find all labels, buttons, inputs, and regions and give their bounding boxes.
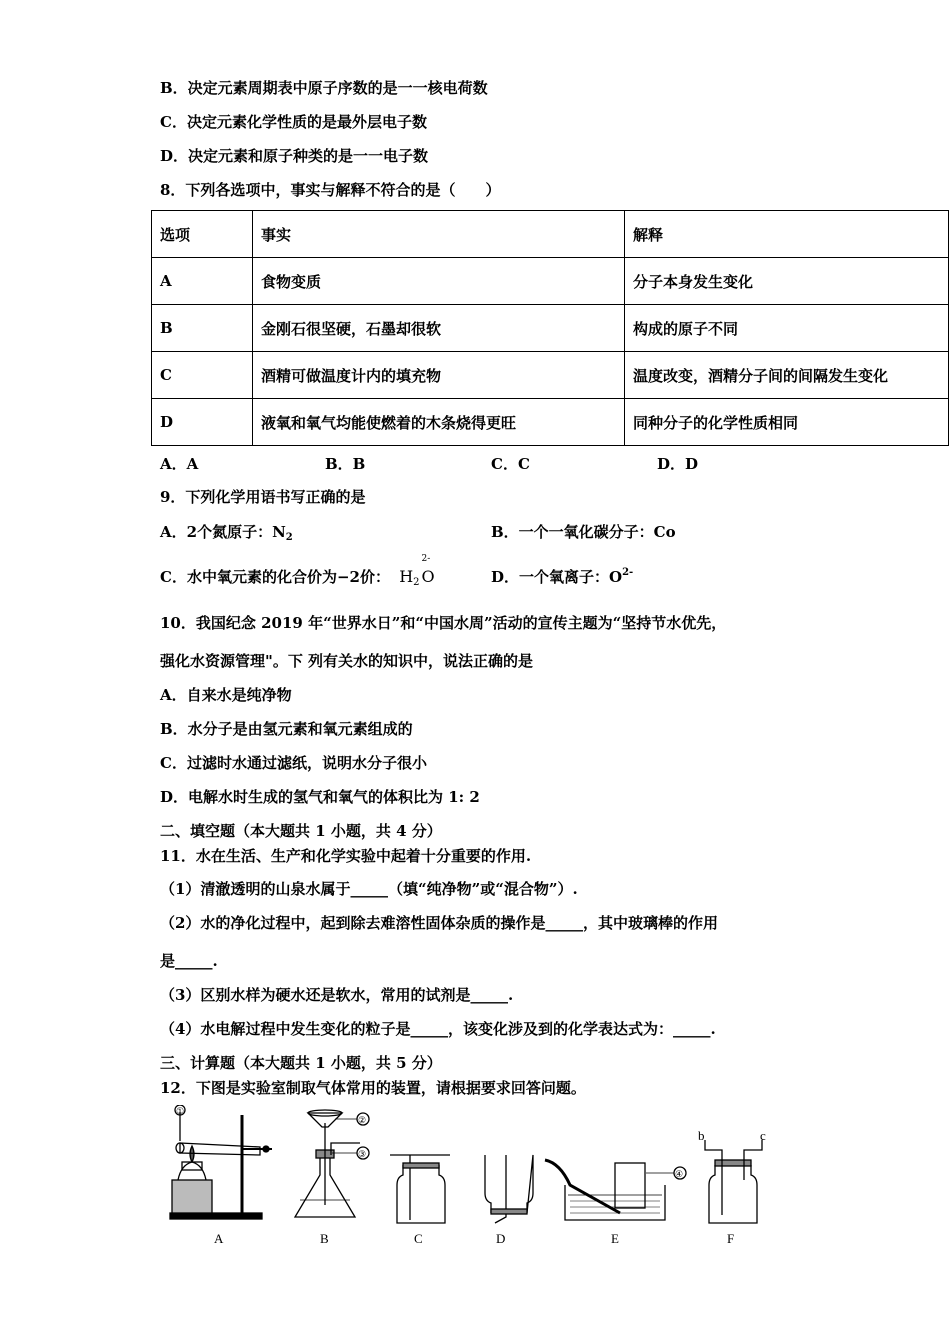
q9-option-a-text: A．2个氮原子：N xyxy=(160,523,286,541)
valence-formula xyxy=(399,554,435,588)
apparatus-d xyxy=(485,1155,533,1223)
apparatus-a xyxy=(170,1105,272,1219)
q11-part1: （1）清澈透明的山泉水属于_____（填“纯净物”或“混合物”）. xyxy=(160,880,578,898)
apparatus-c xyxy=(390,1155,450,1223)
q7-option-d: D．决定元素和原子种类的是一一电子数 xyxy=(160,147,429,165)
q10-option-c: C．过滤时水通过滤纸，说明水分子很小 xyxy=(160,754,427,772)
table-cell: 酒精可做温度计内的填充物 xyxy=(253,352,625,399)
table-header: 解释 xyxy=(625,211,949,258)
label-f: F xyxy=(727,1231,735,1246)
table-row xyxy=(152,399,949,446)
q10-stem-line1: 10．我国纪念 2019 年“世界水日”和“中国水周”活动的宣传主题为“坚持节水优先， xyxy=(160,614,727,632)
table-cell: B xyxy=(152,305,253,352)
table-row xyxy=(152,258,949,305)
q9-option-c-text: C．水中氧元素的化合价为−2价： xyxy=(160,568,390,586)
section-2-heading: 二、填空题（本大题共 1 小题，共 4 分） xyxy=(160,822,442,840)
q8-option-c: C．C xyxy=(491,455,530,473)
q9-option-a xyxy=(160,521,293,543)
marker-3: ③ xyxy=(358,1149,367,1159)
q7-option-c: C．决定元素化学性质的是最外层电子数 xyxy=(160,113,427,131)
q7-option-b: B．决定元素周期表中原子序数的是一一核电荷数 xyxy=(160,79,488,97)
label-d: D xyxy=(496,1231,506,1246)
formula-o: O xyxy=(421,567,435,586)
port-c-label: c xyxy=(760,1128,766,1143)
marker-2: ② xyxy=(358,1115,367,1125)
q9-option-d-text: D．一个氧离子：O xyxy=(491,568,623,586)
table-cell: 液氧和氧气均能使燃着的木条烧得更旺 xyxy=(253,399,625,446)
q9-option-d-superscript: 2- xyxy=(622,567,634,578)
q8-option-b: B．B xyxy=(325,455,366,473)
table-cell: 构成的原子不同 xyxy=(625,305,949,352)
label-c: C xyxy=(414,1231,423,1246)
table-header: 事实 xyxy=(253,211,625,258)
q12-stem: 12．下图是实验室制取气体常用的装置，请根据要求回答问题。 xyxy=(160,1079,586,1097)
q8-stem: 8．下列各选项中，事实与解释不符合的是（ ） xyxy=(160,181,501,199)
q8-table xyxy=(151,210,949,446)
q8-option-a: A．A xyxy=(160,455,199,473)
formula-h: H xyxy=(399,567,414,586)
apparatus-f xyxy=(705,1140,762,1223)
q11-part4: （4）水电解过程中发生变化的粒子是_____，该变化涉及到的化学表达式为：_____. xyxy=(160,1020,716,1038)
q8-option-d: D．D xyxy=(657,455,699,473)
table-cell: 金刚石很坚硬，石墨却很软 xyxy=(253,305,625,352)
table-cell: 温度改变，酒精分子间的间隔发生变化 xyxy=(625,352,949,399)
label-a: A xyxy=(214,1231,224,1246)
q9-option-c xyxy=(160,554,435,588)
table-cell: 分子本身发生变化 xyxy=(625,258,949,305)
apparatus-e xyxy=(545,1160,686,1220)
q11-part3: （3）区别水样为硬水还是软水，常用的试剂是_____. xyxy=(160,986,514,1004)
port-b-label: b xyxy=(698,1128,705,1143)
table-header-row xyxy=(152,211,949,258)
section-3-heading: 三、计算题（本大题共 1 小题，共 5 分） xyxy=(160,1054,442,1072)
formula-o-wrap xyxy=(421,554,435,586)
table-cell: C xyxy=(152,352,253,399)
apparatus-b xyxy=(295,1110,369,1217)
table-header: 选项 xyxy=(152,211,253,258)
q11-stem: 11．水在生活、生产和化学实验中起着十分重要的作用. xyxy=(160,847,532,865)
q10-option-a: A．自来水是纯净物 xyxy=(160,686,292,704)
formula-subscript: 2 xyxy=(413,577,420,588)
q10-option-b: B．水分子是由氢元素和氧元素组成的 xyxy=(160,720,413,738)
table-cell: A xyxy=(152,258,253,305)
lab-apparatus-figure xyxy=(160,1105,790,1255)
q9-stem: 9．下列化学用语书写正确的是 xyxy=(160,488,366,506)
q9-option-d xyxy=(491,566,633,587)
q9-option-b: B．一个一氧化碳分子：Co xyxy=(491,523,676,541)
table-row xyxy=(152,305,949,352)
q11-part2-line1: （2）水的净化过程中，起到除去难溶性固体杂质的操作是_____，其中玻璃棒的作用 xyxy=(160,914,718,932)
q10-stem-line2: 强化水资源管理"。下 列有关水的知识中，说法正确的是 xyxy=(160,652,534,670)
q10-option-d: D．电解水时生成的氢气和氧气的体积比为 1: 2 xyxy=(160,788,480,806)
table-cell: 食物变质 xyxy=(253,258,625,305)
label-b: B xyxy=(320,1231,329,1246)
table-cell: 同种分子的化学性质相同 xyxy=(625,399,949,446)
marker-4: ④ xyxy=(675,1169,684,1179)
q9-option-a-subscript: 2 xyxy=(285,532,293,543)
table-cell: D xyxy=(152,399,253,446)
formula-charge: 2- xyxy=(421,554,431,564)
label-e: E xyxy=(611,1231,619,1246)
q11-part2-line2: 是_____. xyxy=(160,952,218,970)
marker-1: ① xyxy=(176,1106,185,1116)
table-row xyxy=(152,352,949,399)
